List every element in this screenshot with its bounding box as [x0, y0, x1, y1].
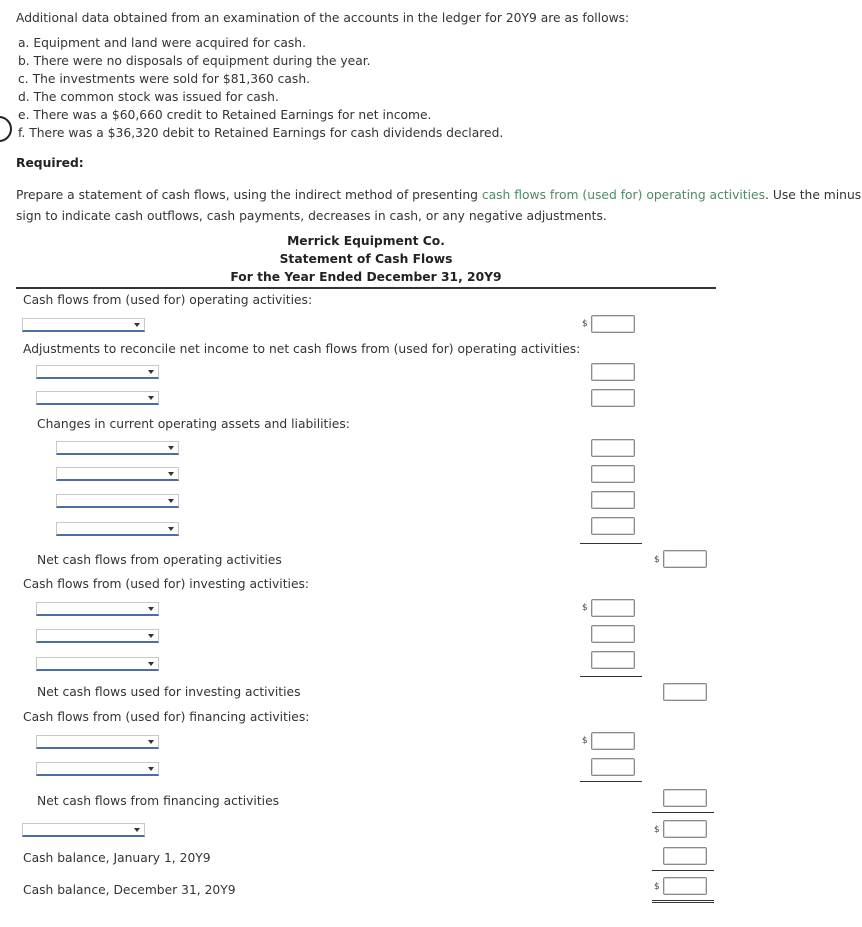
statement-name: Statement of Cash Flows — [279, 252, 453, 266]
change-select-2[interactable] — [56, 467, 179, 481]
instructions-link[interactable]: cash flows from (used for) operating activities — [481, 188, 765, 202]
net-income-select[interactable] — [22, 318, 145, 332]
currency-symbol: $ — [654, 882, 660, 892]
adjustment-input-2[interactable] — [591, 389, 635, 407]
required-heading: Required: — [16, 156, 84, 170]
net-change-rule — [652, 812, 714, 813]
financing-select-1[interactable] — [36, 735, 159, 749]
change-select-4[interactable] — [56, 522, 179, 536]
net-financing-label: Net cash flows from financing activities — [37, 794, 280, 808]
instructions-line1 — [16, 188, 861, 202]
investing-header: Cash flows from (used for) investing activities: — [23, 577, 310, 591]
cash-end-label: Cash balance, December 31, 20Y9 — [23, 883, 236, 897]
net-operating-input[interactable] — [663, 550, 707, 568]
currency-symbol: $ — [654, 825, 660, 835]
company-name: Merrick Equipment Co. — [287, 234, 445, 248]
currency-symbol: $ — [582, 603, 588, 613]
financing-subtotal-rule — [580, 781, 642, 782]
item-d: d. The common stock was issued for cash. — [18, 90, 279, 104]
financing-input-2[interactable] — [591, 758, 635, 776]
currency-symbol: $ — [654, 555, 660, 565]
change-select-1[interactable] — [56, 441, 179, 455]
adjustment-input-1[interactable] — [591, 363, 635, 381]
net-income-input[interactable] — [591, 315, 635, 333]
investing-select-3[interactable] — [36, 657, 159, 671]
change-select-3[interactable] — [56, 494, 179, 508]
cash-end-input[interactable] — [663, 877, 707, 895]
currency-symbol: $ — [582, 319, 588, 329]
item-b: b. There were no disposals of equipment during the year. — [18, 54, 371, 68]
net-financing-input[interactable] — [663, 789, 707, 807]
side-circle-marker — [0, 116, 12, 142]
operating-header: Cash flows from (used for) operating activities: — [23, 293, 313, 307]
intro-text: Additional data obtained from an examination of the accounts in the ledger for 20Y9 are as follows: — [16, 11, 630, 25]
item-c: c. The investments were sold for $81,360 cash. — [18, 72, 311, 86]
statement-period: For the Year Ended December 31, 20Y9 — [230, 270, 502, 284]
net-investing-label: Net cash flows used for investing activities — [37, 685, 301, 699]
cash-begin-label: Cash balance, January 1, 20Y9 — [23, 851, 211, 865]
header-rule — [16, 287, 716, 289]
adjustment-select-1[interactable] — [36, 365, 159, 379]
change-input-3[interactable] — [591, 491, 635, 509]
investing-select-2[interactable] — [36, 629, 159, 643]
item-a: a. Equipment and land were acquired for cash. — [18, 36, 306, 50]
changes-header: Changes in current operating assets and liabilities: — [37, 417, 350, 431]
net-investing-input[interactable] — [663, 683, 707, 701]
investing-subtotal-rule — [580, 676, 642, 677]
financing-select-2[interactable] — [36, 762, 159, 776]
item-e: e. There was a $60,660 credit to Retained Earnings for net income. — [18, 108, 432, 122]
operating-subtotal-rule — [580, 543, 642, 544]
net-change-select[interactable] — [22, 823, 145, 837]
net-operating-label: Net cash flows from operating activities — [37, 553, 282, 567]
instructions-pre: Prepare a statement of cash flows, using the indirect method of presenting — [16, 188, 482, 202]
investing-select-1[interactable] — [36, 602, 159, 616]
item-f: f. There was a $36,320 debit to Retained Earnings for cash dividends declared. — [18, 126, 504, 140]
change-input-1[interactable] — [591, 439, 635, 457]
financing-input-1[interactable] — [591, 732, 635, 750]
instructions-post: . Use the minus — [765, 188, 862, 202]
currency-symbol: $ — [582, 736, 588, 746]
investing-input-1[interactable] — [591, 599, 635, 617]
cash-end-double-rule — [652, 900, 714, 903]
change-input-2[interactable] — [591, 465, 635, 483]
financing-header: Cash flows from (used for) financing activities: — [23, 710, 310, 724]
investing-input-3[interactable] — [591, 651, 635, 669]
net-change-input[interactable] — [663, 820, 707, 838]
instructions-line2: sign to indicate cash outflows, cash payments, decreases in cash, or any negative adjustments. — [16, 209, 607, 223]
adjustment-select-2[interactable] — [36, 391, 159, 405]
cash-end-rule — [652, 870, 714, 871]
adjustments-header: Adjustments to reconcile net income to net cash flows from (used for) operating activities: — [23, 342, 581, 356]
cash-begin-input[interactable] — [663, 847, 707, 865]
change-input-4[interactable] — [591, 517, 635, 535]
investing-input-2[interactable] — [591, 625, 635, 643]
